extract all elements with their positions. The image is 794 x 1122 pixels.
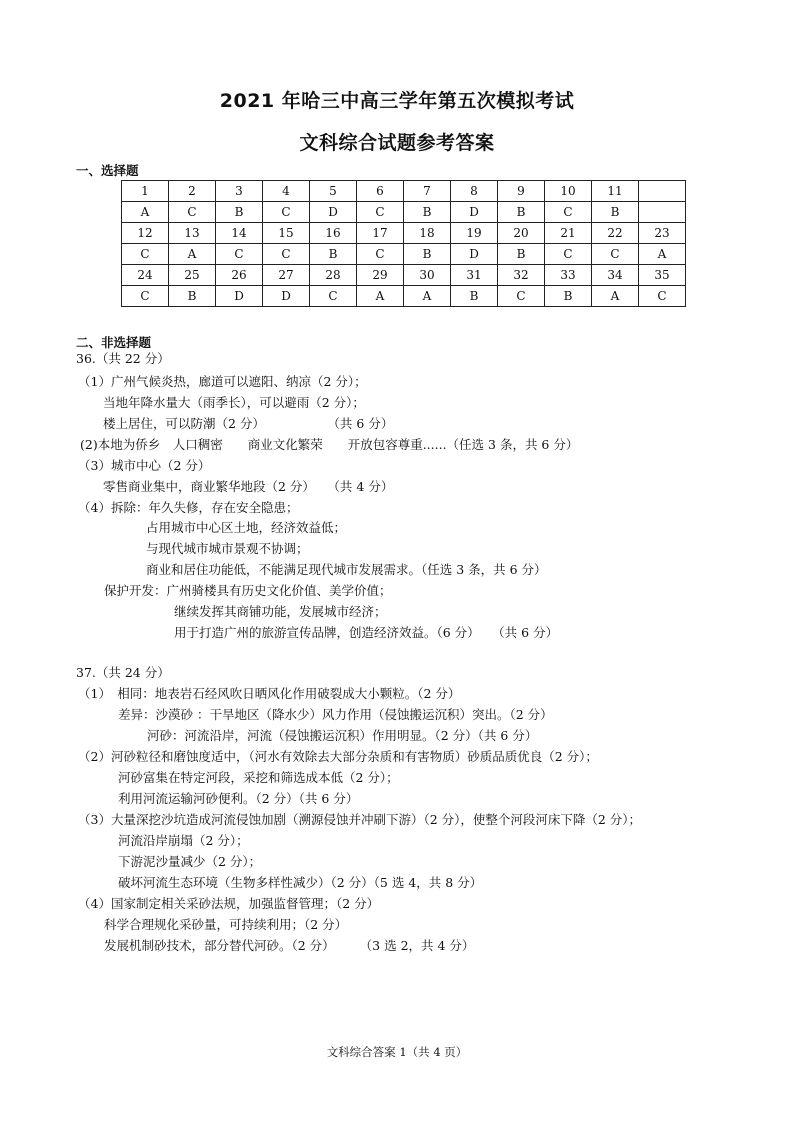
question-number-cell: 33 (545, 265, 592, 286)
answer-cell: B (498, 244, 545, 265)
question-number-cell: 34 (592, 265, 639, 286)
question-number-cell: 26 (216, 265, 263, 286)
question-number-cell: 2 (169, 181, 216, 202)
answer-cell: B (404, 244, 451, 265)
q36-line: 商业和居住功能低，不能满足现代城市发展需求。（任选 3 条，共 6 分） (146, 562, 547, 577)
question-number-row (122, 265, 686, 286)
answer-cell: C (122, 286, 169, 307)
question-number-cell: 5 (310, 181, 357, 202)
q37-line: 河流沿岸崩塌（2 分）； (118, 833, 249, 848)
answer-row (122, 286, 686, 307)
answer-key-title: 文科综合试题参考答案 (299, 132, 495, 154)
q37-line: 河砂：河流沿岸，河流（侵蚀搬运沉积）作用明显。（2 分）（共 6 分） (147, 728, 538, 743)
answer-cell: D (216, 286, 263, 307)
answer-cell: B (498, 202, 545, 223)
q37-line: 利用河流运输河砂便利。（2 分）（共 6 分） (118, 791, 359, 806)
question-number-cell: 7 (404, 181, 451, 202)
answer-cell: A (122, 202, 169, 223)
question-number-cell: 12 (122, 223, 169, 244)
question-number-cell (639, 181, 686, 202)
question-number-cell: 21 (545, 223, 592, 244)
answer-cell: B (404, 202, 451, 223)
q37-line: 破坏河流生态环境（生物多样性减少）（2 分）（5 选 4，共 8 分） (118, 875, 483, 890)
question-number-cell: 10 (545, 181, 592, 202)
answer-cell: C (639, 286, 686, 307)
q36-line: 与现代城市城市景观不协调； (146, 541, 309, 556)
q36-line: 继续发挥其商铺功能，发展城市经济； (174, 604, 387, 619)
answer-cell: C (310, 286, 357, 307)
answer-cell: C (592, 244, 639, 265)
answer-cell: C (169, 202, 216, 223)
answer-cell: B (169, 286, 216, 307)
q36-line: 用于打造广州的旅游宣传品牌，创造经济效益。（6 分） （共 6 分） (174, 625, 559, 640)
answer-cell: A (592, 286, 639, 307)
answer-cell: B (310, 244, 357, 265)
q36-line: （4）拆除：年久失修，存在安全隐患； (78, 500, 299, 515)
q36-heading: 36.（共 22 分） (76, 351, 170, 366)
q37-line: （4）国家制定相关采砂法规，加强监督管理；（2 分） (78, 896, 380, 911)
question-number-row (122, 181, 686, 202)
answer-cell: A (357, 286, 404, 307)
question-number-cell: 25 (169, 265, 216, 286)
answer-cell: C (498, 286, 545, 307)
question-number-cell: 24 (122, 265, 169, 286)
answer-cell: C (122, 244, 169, 265)
exam-title: 2021 年哈三中高三学年第五次模拟考试 (219, 90, 575, 112)
question-number-cell: 1 (122, 181, 169, 202)
answer-cell: C (216, 244, 263, 265)
question-number-cell: 8 (451, 181, 498, 202)
answer-cell: A (169, 244, 216, 265)
question-number-cell: 16 (310, 223, 357, 244)
answer-cell: B (592, 202, 639, 223)
q37-line: 发展机制砂技术，部分替代河砂。（2 分） （3 选 2，共 4 分） (104, 938, 475, 953)
question-number-cell: 28 (310, 265, 357, 286)
section-choice-heading: 一、选择题 (76, 163, 139, 178)
question-number-cell: 23 (639, 223, 686, 244)
question-number-cell: 15 (263, 223, 310, 244)
question-number-cell: 31 (451, 265, 498, 286)
page-footer: 文科综合答案 1（共 4 页） (326, 1045, 468, 1059)
answer-cell: C (263, 202, 310, 223)
answer-row (122, 244, 686, 265)
answer-cell: D (310, 202, 357, 223)
q36-line: 占用城市中心区土地，经济效益低； (146, 520, 347, 535)
question-number-cell: 17 (357, 223, 404, 244)
question-number-cell: 35 (639, 265, 686, 286)
answer-cell: C (357, 202, 404, 223)
q36-line: 保护开发：广州骑楼具有历史文化价值、美学价值； (104, 583, 392, 598)
answer-cell: A (404, 286, 451, 307)
q36-line: （3）城市中心（2 分） (78, 458, 211, 473)
q36-line: (2)本地为侨乡 人口稠密 商业文化繁荣 开放包容尊重......（任选 3 条，共 6 分） (80, 437, 579, 452)
q37-line: （3）大量深挖沙坑造成河流侵蚀加剧（溯源侵蚀并冲刷下游）（2 分），使整个河段河床下降（2 分）； (78, 812, 642, 827)
answer-row (122, 202, 686, 223)
q37-line: （1） 相同：地表岩石经风吹日晒风化作用破裂成大小颗粒。（2 分） (78, 686, 461, 701)
answer-cell: B (545, 286, 592, 307)
question-number-cell: 30 (404, 265, 451, 286)
q36-line: 当地年降水量大（雨季长），可以避雨（2 分）； (103, 395, 365, 410)
q37-line: 科学合理规化采砂量，可持续利用；（2 分） (104, 917, 348, 932)
question-number-row (122, 223, 686, 244)
question-number-cell: 9 (498, 181, 545, 202)
answer-cell: C (545, 244, 592, 265)
question-number-cell: 6 (357, 181, 404, 202)
question-number-cell: 14 (216, 223, 263, 244)
q37-line: 河砂富集在特定河段，采挖和筛选成本低（2 分）； (118, 770, 399, 785)
question-number-cell: 18 (404, 223, 451, 244)
answer-cell (639, 202, 686, 223)
question-number-cell: 19 (451, 223, 498, 244)
section-nonchoice-heading: 二、非选择题 (76, 335, 152, 350)
question-number-cell: 32 (498, 265, 545, 286)
question-number-cell: 13 (169, 223, 216, 244)
q36-line: （1）广州气候炎热，廊道可以遮阳、纳凉（2 分）； (78, 374, 367, 389)
answer-cell: D (263, 286, 310, 307)
answer-cell: A (639, 244, 686, 265)
answer-cell: C (545, 202, 592, 223)
question-number-cell: 3 (216, 181, 263, 202)
q37-line: 差异：沙漠砂 ：干旱地区（降水少）风力作用（侵蚀搬运沉积）突出。（2 分） (118, 707, 553, 722)
q37-line: 下游泥沙量减少（2 分）； (118, 854, 262, 869)
question-number-cell: 20 (498, 223, 545, 244)
question-number-cell: 4 (263, 181, 310, 202)
answer-cell: B (451, 286, 498, 307)
question-number-cell: 22 (592, 223, 639, 244)
question-number-cell: 29 (357, 265, 404, 286)
answer-cell: B (216, 202, 263, 223)
q36-line: 零售商业集中，商业繁华地段（2 分） （共 4 分） (103, 479, 394, 494)
choice-answer-table (121, 180, 686, 307)
answer-cell: D (451, 202, 498, 223)
q36-line: 楼上居住，可以防潮（2 分） （共 6 分） (103, 416, 394, 431)
answer-cell: C (263, 244, 310, 265)
answer-cell: D (451, 244, 498, 265)
question-number-cell: 11 (592, 181, 639, 202)
answer-cell: C (357, 244, 404, 265)
question-number-cell: 27 (263, 265, 310, 286)
q37-heading: 37.（共 24 分） (76, 665, 170, 680)
q37-line: （2）河砂粒径和磨蚀度适中，（河水有效除去大部分杂质和有害物质）砂质品质优良（2 分）； (78, 749, 598, 764)
